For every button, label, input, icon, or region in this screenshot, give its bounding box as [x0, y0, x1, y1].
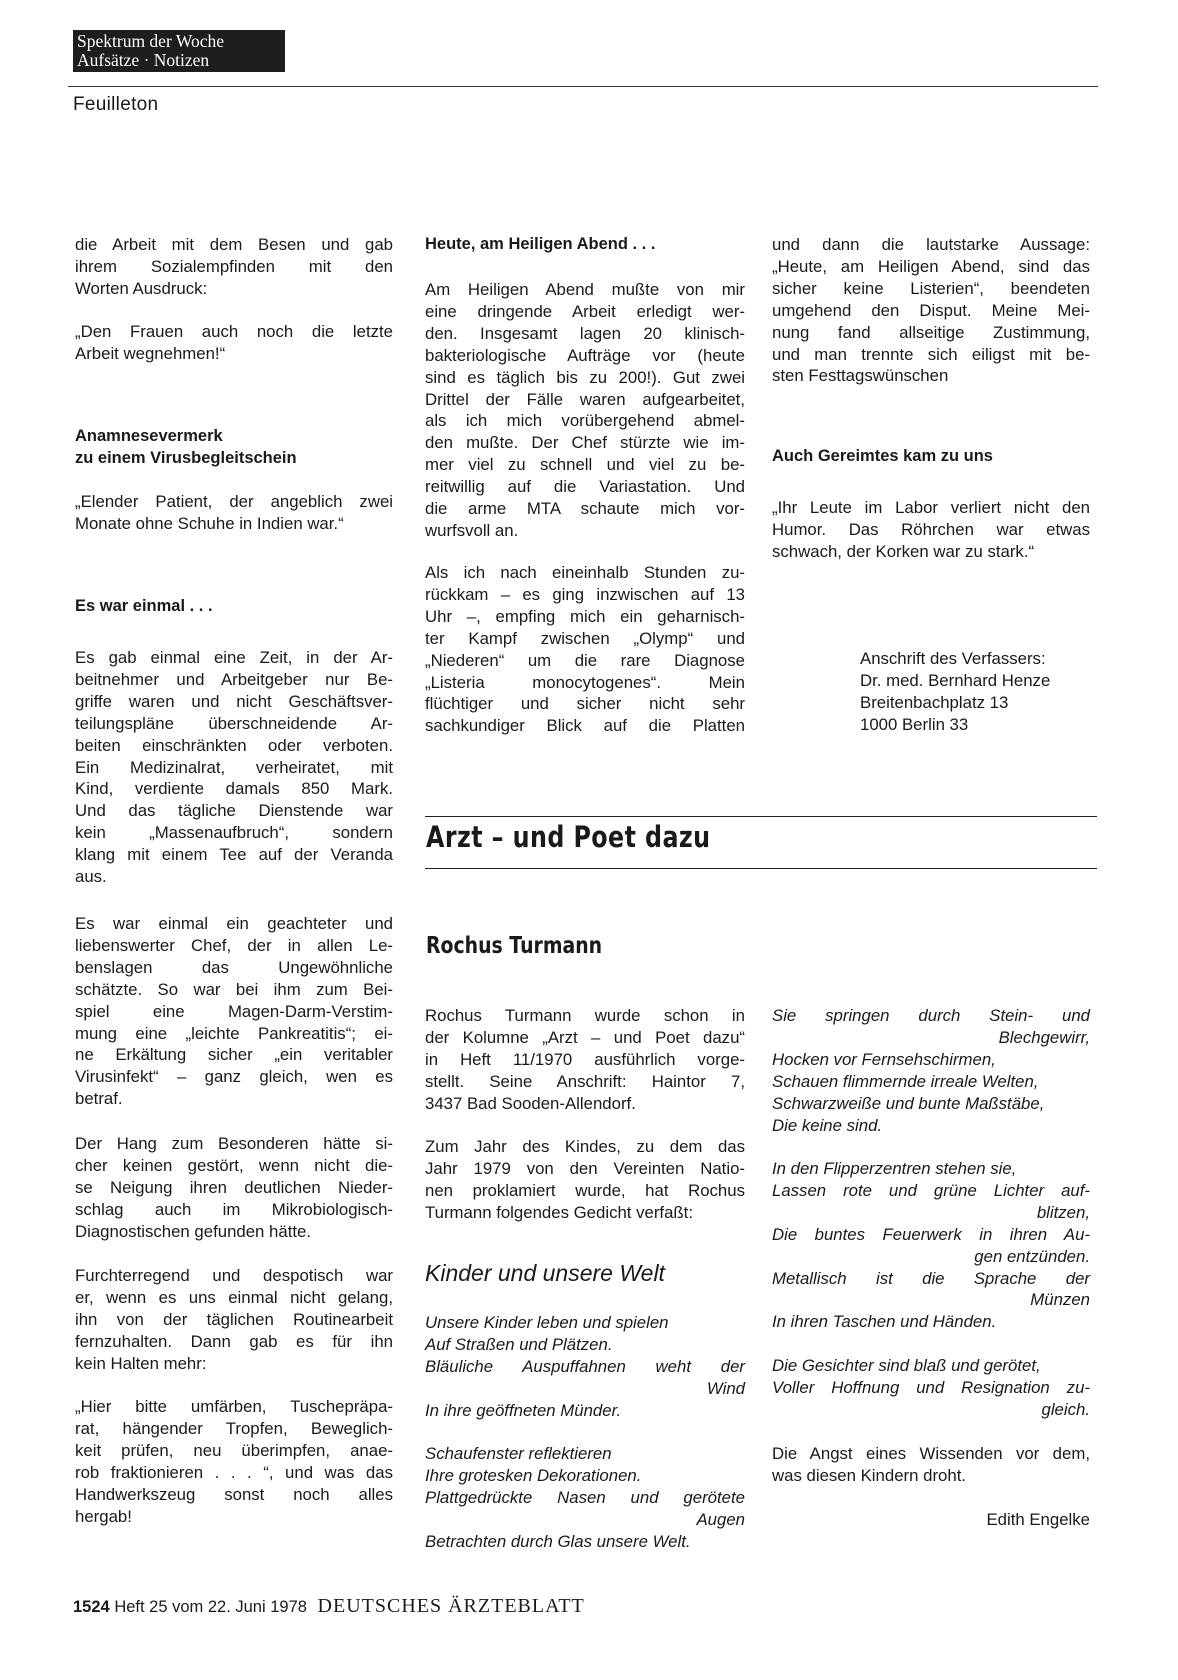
text-line: mung eine „leichte Pankreatitis“; ei-	[75, 1023, 393, 1043]
text-line: ihrem Sozialempfinden mit den	[75, 256, 393, 276]
poem-line: Plattgedrückte Nasen und gerötete	[425, 1487, 745, 1507]
text-line: spiel eine Magen-Darm-Verstim-	[75, 1001, 393, 1021]
text-line: sind es täglich bis zu 200!). Gut zwei	[425, 367, 745, 387]
signature-name: Edith Engelke	[986, 1510, 1090, 1529]
poem-line: Voller Hoffnung und Resignation zu-	[772, 1377, 1090, 1397]
text-line: mer viel zu schnell und viel zu be-	[425, 455, 745, 475]
section-title: Feuilleton	[73, 94, 159, 115]
text-line: sten Festtagswünschen	[772, 366, 949, 386]
article-top-rule	[425, 816, 1097, 817]
text-line: was diesen Kindern droht.	[772, 1465, 967, 1485]
poem-line: Die Gesichter sind blaß und gerötet,	[772, 1356, 1041, 1375]
poem-line: Münzen	[1030, 1290, 1090, 1310]
text-line: teilungspläne überschneidende Ar-	[75, 713, 393, 733]
text-line: se Neigung ihren deutlichen Nieder-	[75, 1177, 393, 1197]
banner-line-1: Spektrum der Woche	[77, 31, 224, 51]
text-line: er, wenn es uns einmal nicht gelang,	[75, 1287, 393, 1307]
journal-name: DEUTSCHES ÄRZTEBLATT	[317, 1595, 585, 1617]
col1-p5	[75, 1265, 393, 1375]
text-line: die Arbeit mit dem Besen und gab	[75, 235, 393, 254]
heading-line: Auch Gereimtes kam zu uns	[772, 447, 993, 465]
text-line: benslagen das Ungewöhnliche	[75, 957, 393, 977]
col1-p1	[75, 234, 393, 300]
text-line: ihn von der täglichen Routinearbeit	[75, 1309, 393, 1329]
text-line: Jahr 1979 von den Vereinten Natio-	[425, 1158, 745, 1178]
col1-p4	[75, 1133, 393, 1243]
col2-heading	[425, 234, 745, 256]
text-line: beiten einschränkten oder verboten.	[75, 735, 393, 755]
poem-stanza-2	[425, 1443, 745, 1553]
header-rule	[68, 86, 1098, 87]
text-line: die arme MTA schaute mich vor-	[425, 499, 745, 519]
poem-line: Augen	[696, 1509, 745, 1529]
poem-line: Wind	[706, 1378, 745, 1398]
text-line: den mußte. Der Chef stürzte wie im-	[425, 433, 745, 453]
closing-text	[772, 1443, 1090, 1487]
text-line: und dann die lautstarke Aussage:	[772, 235, 1090, 254]
text-line: Als ich nach eineinhalb Stunden zu-	[425, 563, 745, 582]
author-heading: Rochus Turmann	[426, 933, 603, 959]
poem-line: Die keine sind.	[772, 1115, 883, 1135]
heading-line: Heute, am Heiligen Abend . . .	[425, 235, 656, 253]
text-line: Handwerkszeug sonst noch alles	[75, 1484, 393, 1504]
text-line: bakteriologische Aufträge vor (heute	[425, 345, 745, 365]
column-title: Arzt – und Poet dazu	[426, 820, 711, 854]
text-line: ne Erkältung sicher „ein veritabler	[75, 1045, 393, 1065]
poem-line: Hocken vor Fernsehschirmen,	[772, 1049, 996, 1069]
col3-quote	[772, 497, 1090, 563]
text-line: keit prüfen, neu überimpfen, anae-	[75, 1440, 393, 1460]
text-line: rückkam – es ging inzwischen auf 13	[425, 584, 745, 604]
text-line: liebenswerter Chef, der in allen Le-	[75, 935, 393, 955]
text-line: Am Heiligen Abend mußte von mir	[425, 280, 745, 299]
text-line: fernzuhalten. Dann gab es für ihn	[75, 1331, 393, 1351]
poem-line: gen entzünden.	[974, 1246, 1090, 1266]
poem-line: blitzen,	[1036, 1202, 1090, 1222]
poem-stanza-5	[772, 1355, 1090, 1421]
text-line: „Elender Patient, der angeblich zwei	[75, 492, 393, 511]
poem-line: In ihre geöffneten Münder.	[425, 1400, 622, 1420]
text-line: aus.	[75, 867, 107, 887]
text-line: „Niederen“ um die rare Diagnose	[425, 650, 745, 670]
text-line: reitwillig auf die Variastation. Und	[425, 477, 745, 497]
text-line: eine dringende Arbeit erledigt wer-	[425, 301, 745, 321]
text-line: flüchtiger und sicher nicht sehr	[425, 694, 745, 714]
text-line: „Ihr Leute im Labor verliert nicht den	[772, 498, 1090, 517]
text-line: Virusinfekt“ – ganz gleich, wen es	[75, 1067, 393, 1087]
text-line: Arbeit wegnehmen!“	[75, 343, 226, 363]
text-line: schwach, der Korken war zu stark.“	[772, 541, 1035, 561]
text-line: Monate ohne Schuhe in Indien war.“	[75, 513, 344, 533]
col1-quote1	[75, 321, 393, 365]
article2-p2	[425, 1136, 745, 1224]
text-line: beitnehmer und Arbeitgeber nur Be-	[75, 669, 393, 689]
text-line: „Hier bitte umfärben, Tuschepräpa-	[75, 1397, 393, 1416]
col1-quote2	[75, 491, 393, 535]
text-line: umgehend den Disput. Meine Mei-	[772, 300, 1090, 320]
col1-p3	[75, 913, 393, 1110]
text-line: als ich mich vorübergehend abmel-	[425, 411, 745, 431]
col3-p1	[772, 234, 1090, 387]
text-line: kein Halten mehr:	[75, 1353, 207, 1373]
text-line: Drittel der Fälle waren aufgearbeitet,	[425, 389, 745, 409]
poem-line: Auf Straßen und Plätzen.	[425, 1334, 613, 1354]
text-line: Es gab einmal eine Zeit, in der Ar-	[75, 648, 393, 667]
poem-line: Sie springen durch Stein- und	[772, 1006, 1090, 1025]
poem-line: Die buntes Feuerwerk in ihren Au-	[772, 1224, 1090, 1244]
issue-info: Heft 25 vom 22. Juni 1978	[114, 1598, 307, 1616]
text-line: „Den Frauen auch noch die letzte	[75, 322, 393, 341]
col1-heading2	[75, 596, 393, 618]
col2-p1	[425, 279, 745, 542]
text-line: Der Hang zum Besonderen hätte si-	[75, 1134, 393, 1153]
col3-heading	[772, 446, 1090, 468]
text-line: Die Angst eines Wissenden vor dem,	[772, 1444, 1090, 1463]
address-line: 1000 Berlin 33	[860, 714, 969, 734]
poem-line: Blechgewirr,	[998, 1027, 1090, 1047]
signature	[772, 1509, 1090, 1531]
poem-line: Schauen flimmernde irreale Welten,	[772, 1071, 1039, 1091]
page-footer	[73, 1595, 585, 1618]
poem-stanza-3	[772, 1005, 1090, 1136]
text-line: Rochus Turmann wurde schon in	[425, 1006, 745, 1025]
text-line: der Kolumne „Arzt – und Poet dazu“	[425, 1027, 745, 1047]
text-line: schlag auch im Mikrobiologisch-	[75, 1199, 393, 1219]
section-banner	[73, 30, 285, 72]
poem-stanza-4	[772, 1158, 1090, 1333]
text-line: „Listeria monocytogenes“. Mein	[425, 672, 745, 692]
article2-p1	[425, 1005, 745, 1115]
poem-line: Betrachten durch Glas unsere Welt.	[425, 1531, 691, 1551]
text-line: kein „Massenaufbruch“, sondern	[75, 823, 393, 843]
address-line: Breitenbachplatz 13	[860, 692, 1009, 712]
poem-line: Ihre grotesken Dekorationen.	[425, 1465, 642, 1485]
poem-line: gleich.	[1041, 1399, 1090, 1419]
text-line: rat, hängender Tropfen, Beweglich-	[75, 1418, 393, 1438]
text-line: in Heft 11/1970 ausführlich vorge-	[425, 1049, 745, 1069]
article-title-rule	[425, 868, 1097, 869]
poem-stanza-1	[425, 1312, 745, 1422]
text-line: klang mit einem Tee auf der Veranda	[75, 845, 393, 865]
text-line: Kind, verdiente damals 850 Mark.	[75, 779, 393, 799]
text-line: Ein Medizinalrat, verheiratet, mit	[75, 757, 393, 777]
heading-line: zu einem Virusbegleitschein	[75, 448, 297, 467]
heading-line: Anamnesevermerk	[75, 427, 223, 445]
text-line: betraf.	[75, 1089, 123, 1109]
author-address	[860, 648, 1100, 736]
text-line: schätzte. So war bei ihm zum Bei-	[75, 979, 393, 999]
poem-line: Lassen rote und grüne Lichter auf-	[772, 1180, 1090, 1200]
col1-p6	[75, 1396, 393, 1527]
address-line: Dr. med. Bernhard Henze	[860, 670, 1051, 690]
text-line: Humor. Das Röhrchen war etwas	[772, 519, 1090, 539]
banner-line-2: Aufsätze · Notizen	[77, 50, 210, 70]
text-line: ter Kampf zwischen „Olymp“ und	[425, 628, 745, 648]
text-line: Zum Jahr des Kindes, zu dem das	[425, 1137, 745, 1156]
text-line: Turmann folgendes Gedicht verfaßt:	[425, 1202, 694, 1222]
col2-p2	[425, 562, 745, 737]
poem-title: Kinder und unsere Welt	[425, 1260, 665, 1286]
col1-heading1	[75, 426, 393, 470]
text-line: stellt. Seine Anschrift: Haintor 7,	[425, 1071, 745, 1091]
text-line: wurfsvoll an.	[425, 520, 519, 540]
text-line: griffe waren und nicht Geschäftsver-	[75, 691, 393, 711]
poem-line: In ihren Taschen und Händen.	[772, 1312, 997, 1332]
text-line: den. Insgesamt lagen 20 klinisch-	[425, 323, 745, 343]
text-line: „Heute, am Heiligen Abend, sind das	[772, 256, 1090, 276]
text-line: 3437 Bad Sooden-Allendorf.	[425, 1093, 636, 1113]
text-line: Uhr –, empfing mich ein geharnisch-	[425, 606, 745, 626]
poem-line: Schwarzweiße und bunte Maßstäbe,	[772, 1093, 1045, 1113]
heading-line: Es war einmal . . .	[75, 597, 213, 615]
text-line: Worten Ausdruck:	[75, 278, 208, 298]
poem-line: Metallisch ist die Sprache der	[772, 1268, 1090, 1288]
text-line: sachkundiger Blick auf die Platten	[425, 716, 745, 736]
text-line: cher keinen gestört, wenn nicht die-	[75, 1155, 393, 1175]
text-line: sicher keine Listerien“, beendeten	[772, 278, 1090, 298]
text-line: nung fand allseitige Zustimmung,	[772, 322, 1090, 342]
poem-line: Bläuliche Auspuffahnen weht der	[425, 1356, 745, 1376]
poem-line: Schaufenster reflektieren	[425, 1444, 612, 1463]
text-line: hergab!	[75, 1506, 132, 1526]
page-number: 1524	[73, 1598, 110, 1616]
text-line: Es war einmal ein geachteter und	[75, 914, 393, 933]
text-line: und man trennte sich eiligst mit be-	[772, 344, 1090, 364]
text-line: Und das tägliche Dienstende war	[75, 801, 393, 821]
text-line: Furchterregend und despotisch war	[75, 1266, 393, 1285]
text-line: rob fraktionieren . . . “, und was das	[75, 1462, 393, 1482]
address-line: Anschrift des Verfassers:	[860, 649, 1046, 668]
poem-line: In den Flipperzentren stehen sie,	[772, 1159, 1017, 1178]
text-line: nen proklamiert wurde, hat Rochus	[425, 1180, 745, 1200]
poem-line: Unsere Kinder leben und spielen	[425, 1313, 669, 1332]
col1-p2	[75, 647, 393, 888]
text-line: Diagnostischen gefunden hätte.	[75, 1221, 312, 1241]
